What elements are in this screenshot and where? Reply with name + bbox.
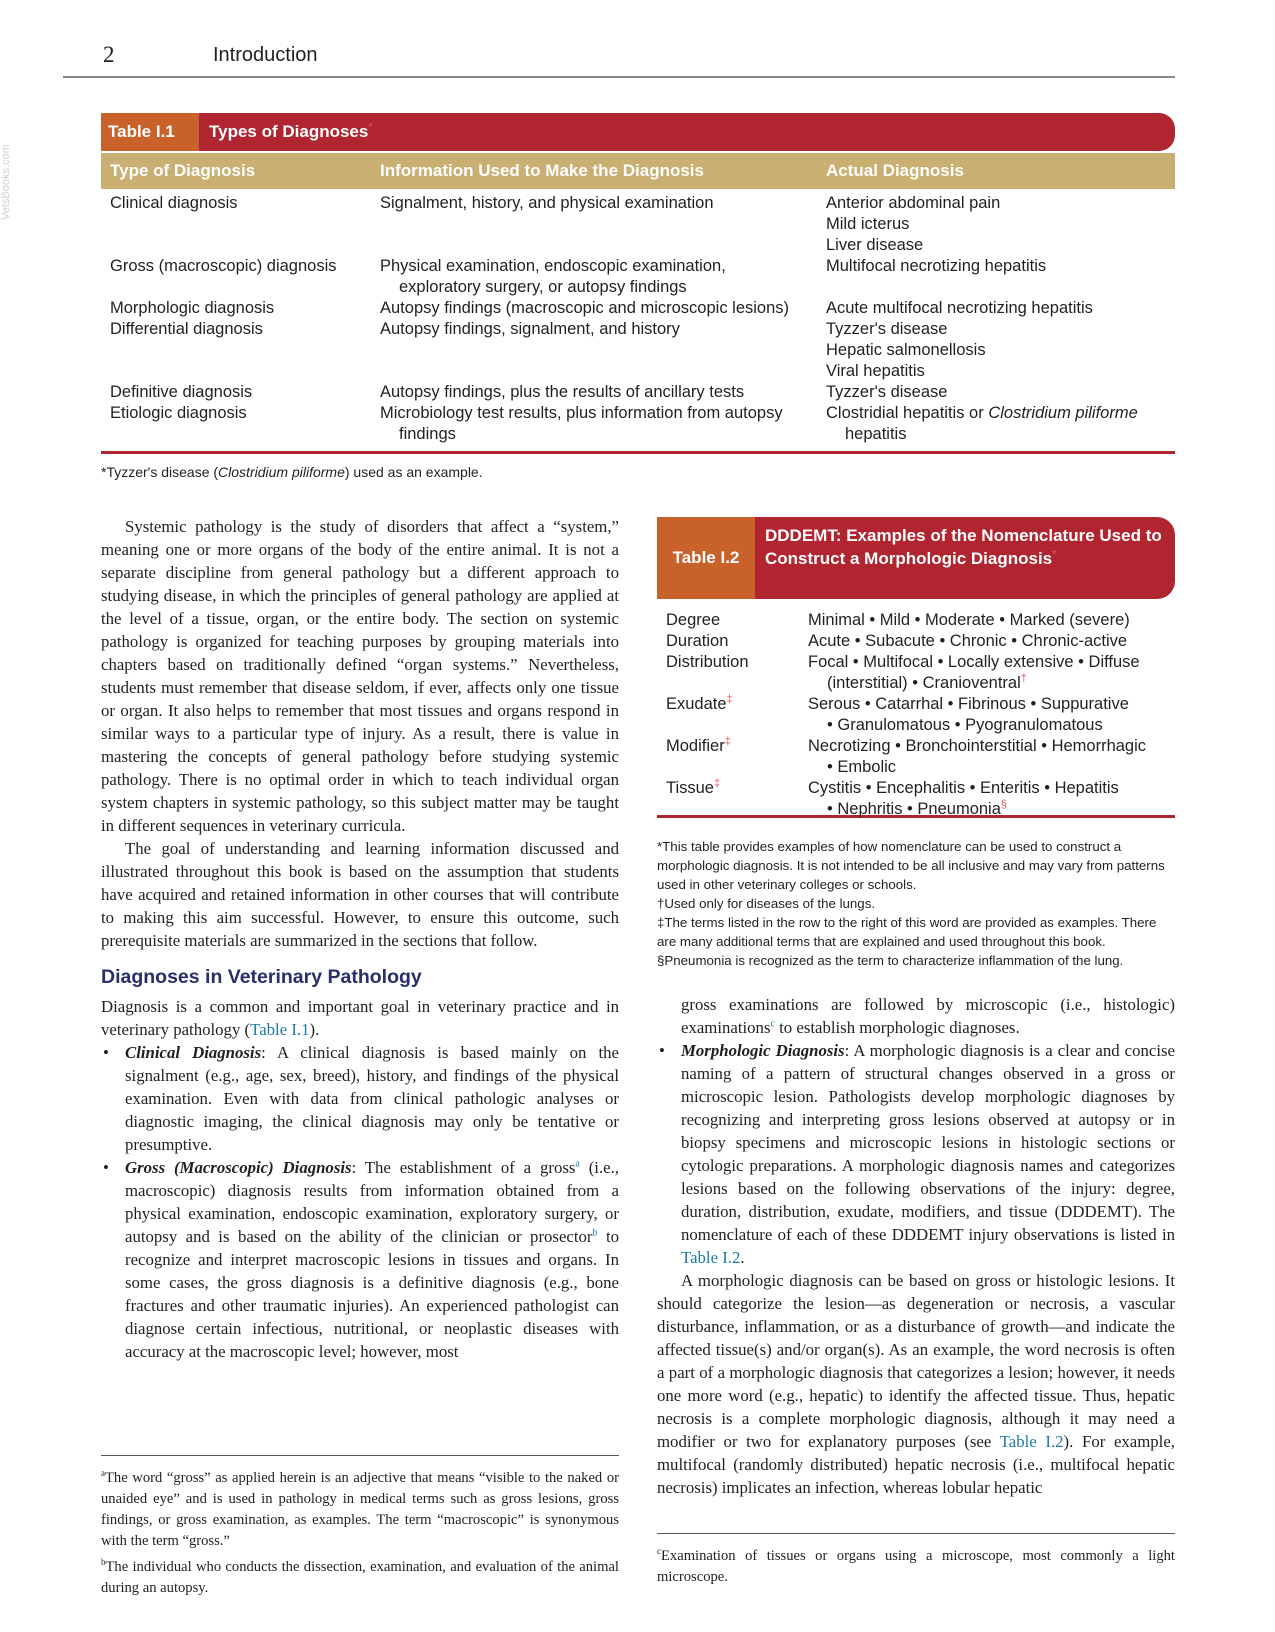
running-head: Introduction [213, 44, 318, 66]
table-2-line: Serous • Catarrhal • Fibrinous • Suppurative [808, 695, 1129, 713]
page-header [63, 38, 1175, 78]
right-column [657, 993, 1175, 1499]
table-1-cell [380, 382, 744, 403]
paragraph [657, 1269, 1175, 1499]
table-1-cell-line: Liver disease [826, 236, 924, 254]
watermark: VetsBooks.com [0, 144, 12, 220]
footnote-rule [657, 1533, 1175, 1534]
section-mark: § [1000, 798, 1008, 811]
table-1-cell [380, 256, 726, 298]
table-2-note: ‡The terms listed in the row to the right of this word are provided as examples. There are many additional terms that are explained and used throughout this book. [657, 915, 1157, 949]
table-1-cell-line: Acute multifocal necrotizing hepatitis [826, 299, 1093, 317]
paragraph-text: gross examinations are followed by microscopic (i.e., histologic) examinations [681, 995, 1175, 1037]
paragraph [657, 993, 1175, 1039]
table-1-note-italic: Clostridium piliforme [218, 464, 345, 480]
paragraph-text: Diagnosis is a common and important goal in veterinary practice and in veterinary pathology ( [101, 997, 619, 1039]
table-1-cell-line: Viral hepatitis [826, 362, 925, 380]
table-2-values [808, 694, 1129, 736]
table-2-values [808, 736, 1146, 778]
table-1-cell-line: Hepatic salmonellosis [826, 341, 986, 359]
bullet-text: to recognize and interpret macroscopic lesions in tissues and organs. In some cases, the gross diagnosis is a definitive diagnosis (e.g., bone fractures and other traumatic injuries). An experienced pathologist can diagnose certain infectious, nutritional, or neoplastic diseases with accuracy at the macroscopic level; however, most [125, 1227, 619, 1361]
bullet: • [103, 1158, 109, 1177]
right-footnotes [657, 1541, 1175, 1588]
footnote-b [101, 1552, 619, 1599]
table-1-cell-italic: Clostridium piliforme [988, 404, 1138, 422]
table-2-link[interactable]: Table I.2 [681, 1248, 741, 1267]
table-2-term-text: Modifier [666, 737, 725, 755]
table-1-cell [826, 319, 986, 382]
bullet-text: : The establishment of a gross [351, 1158, 576, 1177]
table-1-title-bar [101, 113, 1175, 151]
left-footnotes [101, 1463, 619, 1599]
footnote-mark: a [101, 1468, 105, 1478]
table-2-body [657, 601, 1175, 818]
table-1-cell-line: Anterior abdominal pain [826, 194, 1001, 212]
table-1-cell-line: Microbiology test results, plus information from autopsy [380, 404, 783, 422]
dagger-mark: † [1020, 672, 1027, 685]
paragraph-text: ). For example, multifocal (randomly distributed) hepatic necrosis (i.e., multifocal hepatic necrosis) implicates an infection, whereas lobular hepatic [657, 1432, 1175, 1497]
footnote-ref-b[interactable]: b [592, 1227, 598, 1239]
table-1-cell [826, 298, 1093, 319]
table-2-note: §Pneumonia is recognized as the term to characterize inflammation of the lung. [657, 953, 1124, 968]
footnote-mark: b [101, 1556, 106, 1567]
table-1-col-actual: Actual Diagnosis [826, 161, 964, 180]
table-2-values [808, 778, 1119, 820]
page-number: 2 [103, 42, 115, 67]
table-1-cell-line: Multifocal necrotizing hepatitis [826, 257, 1047, 275]
table-2-values [808, 610, 1130, 631]
table-2-note: †Used only for diseases of the lungs. [657, 896, 876, 911]
paragraph: The goal of understanding and learning information discussed and illustrated throughout this book is based on the assumption that students have acquired and retained information in other courses that will contribute to making this aim successful. However, to ensure this outcome, such prerequisite materials are summarized in the sections that follow. [101, 839, 619, 950]
table-1-cell-line: exploratory surgery, or autopsy findings [399, 278, 687, 296]
table-1-cell-line: Autopsy findings, plus the results of ancillary tests [380, 383, 745, 401]
table-2-term [666, 778, 720, 799]
footnote-text: The individual who conducts the dissection, examination, and evaluation of the animal during an autopsy. [101, 1558, 619, 1596]
table-2-term [666, 694, 733, 715]
table-1-cell-line: findings [399, 425, 456, 443]
paragraph-text: A morphologic diagnosis can be based on gross or histologic lesions. It should categorize the lesion—as degeneration or necrosis, a vascular disturbance, inflammation, or as a disturbance of growth—and indicate the affected tissue(s) and/or organ(s). As an example, the word necrosis is often a part of a morphologic diagnosis that categorizes a lesion; however, it needs one more word (e.g., hepatic) to identify the affected tissue. Thus, hepatic necrosis is a complete morphologic diagnosis, although it may need a modifier or two for explanatory purposes (see [657, 1271, 1175, 1451]
table-2-values [808, 631, 1127, 652]
table-2-term: Degree [666, 611, 721, 629]
table-2-line: • Granulomatous • Pyogranulomatous [827, 716, 1103, 734]
paragraph [101, 995, 619, 1041]
table-1-cell-line: Signalment, history, and physical examination [380, 194, 714, 212]
table-2-line: Acute • Subacute • Chronic • Chronic-active [808, 632, 1128, 650]
table-2-line: Minimal • Mild • Moderate • Marked (severe) [808, 611, 1130, 629]
table-1-cell-line: Physical examination, endoscopic examination, [380, 257, 726, 275]
bullet-text: (i.e., macroscopic) diagnosis results from information obtained from a physical examination, endoscopic examination, exploratory surgery, or autopsy and is based on the ability of the clinician or prosector [125, 1158, 619, 1246]
table-2-term: Duration [666, 632, 729, 650]
bullet-text: : A clinical diagnosis is based mainly on the signalment (e.g., age, sex, breed), history, and findings of the physical examination. Even with data from clinical pathologic analyses or diagnostic imaging, the clinical diagnosis may only be tentative or presumptive. [125, 1043, 619, 1154]
table-2-line-text: • Nephritis • Pneumonia [827, 800, 1001, 818]
footnote-text: Examination of tissues or organs using a microscope, most commonly a light microscope. [657, 1547, 1175, 1585]
table-1-cell-line [826, 403, 1138, 424]
table-1-cell-line: Autopsy findings, signalment, and history [380, 320, 680, 338]
footnote-text: The word “gross” as applied herein is an adjective that means “visible to the naked or unaided eye” and is used in pathology in medical terms such as gross lesions, gross findings, or gross examination, as examples. The term “macroscopic” is synonymous with the term “gross.” [101, 1469, 619, 1549]
table-1-note [101, 464, 483, 480]
table-2-line: Focal • Multifocal • Locally extensive • Diffuse [808, 653, 1140, 671]
footnote-mark: c [657, 1546, 661, 1556]
table-1 [101, 113, 1175, 454]
footnote-ref-a[interactable]: a [575, 1158, 580, 1170]
table-1-cell: Definitive diagnosis [110, 383, 253, 401]
table-2-link[interactable]: Table I.2 [999, 1432, 1064, 1451]
list-item [101, 1041, 619, 1156]
table-1-cell-line: hepatitis [845, 425, 907, 443]
left-column [101, 515, 619, 1363]
footnote-rule [101, 1455, 619, 1456]
table-2-title-bar [657, 517, 1175, 599]
table-2-title-text: DDDEMT: Examples of the Nomenclature Used to Construct a Morphologic Diagnosis [765, 526, 1162, 568]
table-1-cell-line: Autopsy findings (macroscopic and microscopic lesions) [380, 299, 790, 317]
bullet-term: Clinical Diagnosis [125, 1043, 262, 1062]
table-2-values [808, 652, 1140, 694]
double-dagger-mark: ‡ [714, 777, 721, 790]
table-1-label: Table I.1 [101, 113, 199, 151]
table-1-header-row [101, 153, 1175, 189]
table-1-cell [380, 403, 783, 445]
table-1-cell: Clinical diagnosis [110, 194, 238, 212]
table-2-line: Necrotizing • Bronchointerstitial • Hemorrhagic [808, 737, 1147, 755]
bullet-text: . [740, 1248, 745, 1267]
table-2-label: Table I.2 [657, 517, 755, 599]
table-2-term [666, 736, 731, 757]
bullet-term: Morphologic Diagnosis [681, 1041, 845, 1060]
table-1-cell-line: Tyzzer's disease [826, 383, 948, 401]
table-2-title [765, 524, 1165, 570]
table-1-cell [380, 319, 680, 340]
table-1-cell [826, 256, 1046, 277]
double-dagger-mark: ‡ [724, 735, 731, 748]
table-1-cell [826, 403, 1138, 445]
table-1-col-type: Type of Diagnosis [110, 161, 256, 180]
table-1-note-text: ) used as an example. [344, 464, 483, 480]
paragraph-text: to establish morphologic diagnoses. [774, 1018, 1020, 1037]
table-2-notes [657, 837, 1177, 970]
table-2-term-text: Tissue [666, 779, 714, 797]
table-1-title-text: Types of Diagnoses [209, 122, 369, 141]
table-1-cell: Etiologic diagnosis [110, 404, 247, 422]
bullet: • [103, 1043, 109, 1062]
table-2-term-text: Exudate [666, 695, 727, 713]
table-1-cell [826, 193, 1000, 256]
table-2-line-text: (interstitial) • Cranioventral [827, 674, 1021, 692]
table-2-title-mark: * [1052, 548, 1057, 561]
table-2-line: • Embolic [827, 758, 897, 776]
table-1-cell: Morphologic diagnosis [110, 299, 275, 317]
footnote-c [657, 1541, 1175, 1588]
table-1-link[interactable]: Table I.1 [250, 1020, 310, 1039]
table-1-cell-text: Clostridial hepatitis or [826, 404, 989, 422]
table-1-cell [380, 298, 789, 319]
table-1-body [101, 189, 1175, 454]
table-2 [657, 517, 1175, 818]
list-item [657, 1039, 1175, 1269]
table-2-line [808, 799, 1119, 820]
table-1-title [209, 113, 373, 151]
table-1-col-info: Information Used to Make the Diagnosis [380, 161, 704, 180]
list-item [101, 1156, 619, 1363]
section-heading: Diagnoses in Veterinary Pathology [101, 966, 422, 988]
table-1-cell [826, 382, 947, 403]
table-1-cell-line: Mild icterus [826, 215, 910, 233]
bullet-term: Gross (Macroscopic) Diagnosis [125, 1158, 352, 1177]
paragraph: Systemic pathology is the study of disorders that affect a “system,” meaning one or more organs of the body of the entire animal. It is not a separate discipline from general pathology but a different approach to studying disease, in which the principles of general pathology are applied at the level of a tissue, organ, or the entire body. The section on systemic pathology is organized for teaching purposes by grouping materials into chapters based on traditionally defined “organ systems.” Nevertheless, students must remember that disease seldom, if ever, affects only one tissue or organ. It also helps to remember that most tissues and organs respond in similar ways to a particular type of injury. As a result, there is value in mastering the concepts of general pathology before studying systemic pathology. There is no optimal order in which to teach individual organ system chapters in systemic pathology, so this subject matter may be taught in different sequences in veterinary curricula. [101, 517, 619, 835]
bullet-text: : A morphologic diagnosis is a clear and concise naming of a pattern of structural changes observed in a gross or microscopic lesion. Pathologists develop morphologic diagnoses by recognizing and interpreting gross lesions observed at autopsy or in biopsy specimens and microscopic lesions in histologic sections or cytologic preparations. A morphologic diagnosis names and categorizes lesions based on the following observations of the injury: degree, duration, distribution, exudate, modifiers, and tissue (DDDEMT). The nomenclature of each of these DDDEMT injury observations is listed in [681, 1041, 1175, 1244]
bullet: • [659, 1041, 665, 1060]
table-1-title-mark: * [368, 121, 373, 134]
table-1-cell-line: Tyzzer's disease [826, 320, 948, 338]
paragraph-text: ). [309, 1020, 320, 1039]
table-2-line [808, 673, 1140, 694]
double-dagger-mark: ‡ [726, 693, 733, 706]
table-2-term: Distribution [666, 653, 749, 671]
table-1-cell: Gross (macroscopic) diagnosis [110, 257, 337, 275]
footnote-ref-c[interactable]: c [770, 1018, 775, 1030]
table-2-line: Cystitis • Encephalitis • Enteritis • Hepatitis [808, 779, 1119, 797]
table-1-cell: Differential diagnosis [110, 320, 263, 338]
footnote-a [101, 1463, 619, 1552]
table-2-note: *This table provides examples of how nomenclature can be used to construct a morphologic diagnosis. It is not intended to be all inclusive and may vary from patterns used in other veterinary colleges or schools. [657, 839, 1165, 892]
table-1-note-text: *Tyzzer's disease ( [101, 464, 219, 480]
table-1-cell [380, 193, 714, 214]
